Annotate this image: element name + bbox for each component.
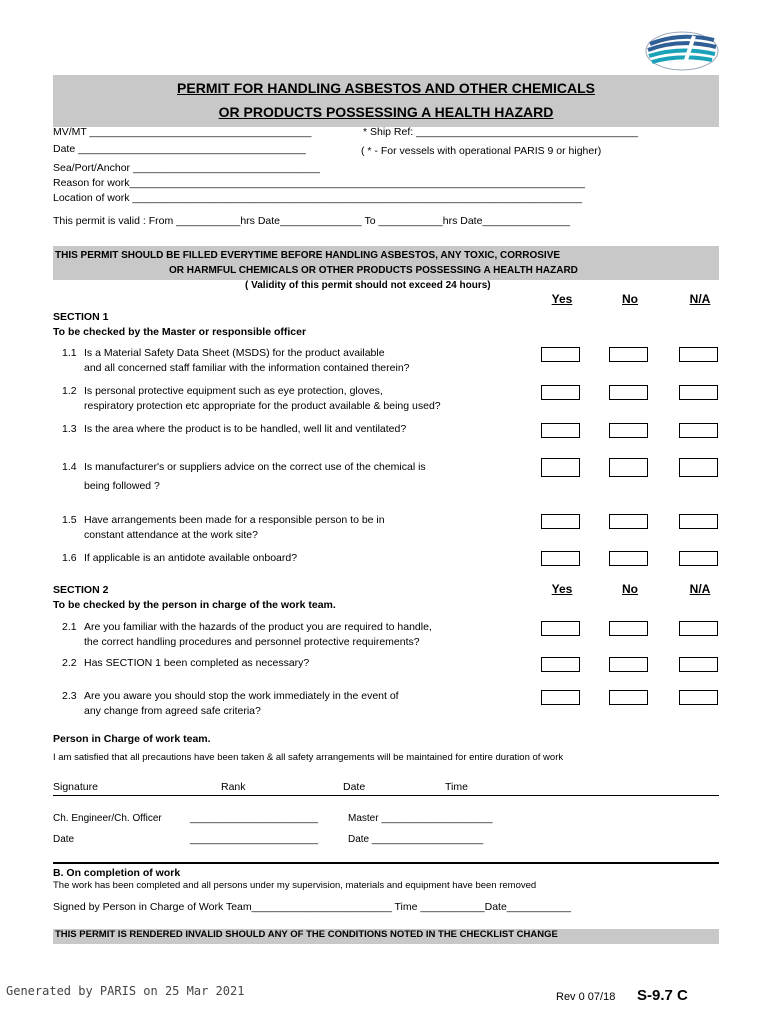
- item-question-line2: the correct handling procedures and personnel protective requirements?: [84, 636, 420, 648]
- date-label: Date: [343, 781, 366, 793]
- notice-line1: THIS PERMIT SHOULD BE FILLED EVERYTIME BEFORE HANDLING ASBESTOS, ANY TOXIC, CORROSIVE: [55, 250, 561, 261]
- checkbox-na[interactable]: [679, 657, 718, 672]
- checkbox-yes[interactable]: [541, 347, 580, 362]
- form-code: S-9.7 C: [637, 987, 688, 1004]
- item-question-line1: Is manufacturer's or suppliers advice on the correct use of the chemical is: [84, 461, 426, 473]
- completion-statement: The work has been completed and all persons under my supervision, materials and equipment have been removed: [53, 880, 537, 891]
- completion-title: B. On completion of work: [53, 867, 181, 879]
- checkbox-yes[interactable]: [541, 458, 580, 477]
- master-signature-field[interactable]: Master ____________________: [348, 813, 493, 824]
- ch-engineer-signature-field[interactable]: _______________________: [190, 813, 318, 824]
- person-in-charge-title: Person in Charge of work team.: [53, 733, 211, 745]
- officer-date-label: Date: [53, 834, 75, 845]
- item-number: 1.3: [62, 423, 77, 435]
- section1-subtitle: To be checked by the Master or responsible officer: [53, 326, 307, 338]
- item-number: 1.4: [62, 461, 77, 473]
- checkbox-na[interactable]: [679, 458, 718, 477]
- page-title-line1: PERMIT FOR HANDLING ASBESTOS AND OTHER CHEMICALS: [177, 80, 595, 96]
- checkbox-yes[interactable]: [541, 385, 580, 400]
- item-question-line2: and all concerned staff familiar with the information contained therein?: [84, 362, 410, 374]
- checkbox-na[interactable]: [679, 423, 718, 438]
- section1-title: SECTION 1: [53, 311, 109, 323]
- yes-column-header-2: Yes: [551, 582, 573, 596]
- item-question-line1: Have arrangements been made for a responsible person to be in: [84, 514, 385, 526]
- item-number: 1.6: [62, 552, 77, 564]
- checkbox-no[interactable]: [609, 514, 648, 529]
- checkbox-yes[interactable]: [541, 657, 580, 672]
- checkbox-na[interactable]: [679, 690, 718, 705]
- signature-label: Signature: [53, 781, 98, 793]
- master-date-field[interactable]: Date ____________________: [348, 834, 484, 845]
- checkbox-yes[interactable]: [541, 423, 580, 438]
- item-number: 1.1: [62, 347, 77, 359]
- item-number: 2.2: [62, 657, 77, 669]
- signature-line[interactable]: [53, 795, 719, 796]
- page-title-line2: OR PRODUCTS POSSESSING A HEALTH HAZARD: [218, 104, 554, 120]
- na-column-header-2: N/A: [689, 582, 711, 596]
- sea-port-anchor-field[interactable]: Sea/Port/Anchor ________________________________: [53, 162, 320, 174]
- paris-note: ( * - For vessels with operational PARIS 9 or higher): [361, 145, 602, 157]
- checkbox-na[interactable]: [679, 551, 718, 566]
- ship-ref-field[interactable]: * Ship Ref: ______________________________________: [363, 126, 639, 138]
- date-field[interactable]: Date _______________________________________: [53, 143, 306, 155]
- no-column-header: No: [622, 292, 638, 306]
- generated-by-text: Generated by PARIS on 25 Mar 2021: [6, 984, 245, 998]
- item-question-line1: If applicable is an antidote available onboard?: [84, 552, 298, 564]
- checkbox-na[interactable]: [679, 385, 718, 400]
- reason-for-work-field[interactable]: Reason for work______________________________________________________________________________: [53, 177, 585, 189]
- item-question-line2: respiratory protection etc appropriate for the product available & being used?: [84, 400, 441, 412]
- na-column-header: N/A: [689, 292, 711, 306]
- section2-subtitle: To be checked by the person in charge of the work team.: [53, 599, 336, 611]
- ch-engineer-label: Ch. Engineer/Ch. Officer: [53, 813, 162, 824]
- completion-divider: [53, 862, 719, 864]
- item-number: 2.3: [62, 690, 77, 702]
- officer-date-field[interactable]: _______________________: [190, 834, 318, 845]
- checkbox-yes[interactable]: [541, 621, 580, 636]
- checkbox-no[interactable]: [609, 347, 648, 362]
- time-label: Time: [445, 781, 468, 793]
- company-logo-icon: [644, 30, 720, 72]
- checkbox-no[interactable]: [609, 423, 648, 438]
- checkbox-na[interactable]: [679, 621, 718, 636]
- item-number: 2.1: [62, 621, 77, 633]
- item-question-line1: Is the area where the product is to be handled, well lit and ventilated?: [84, 423, 407, 435]
- checkbox-na[interactable]: [679, 514, 718, 529]
- permit-validity-field[interactable]: This permit is valid : From ___________hrs Date______________ To ___________hrs Date_______________: [53, 215, 571, 227]
- invalid-notice: THIS PERMIT IS RENDERED INVALID SHOULD ANY OF THE CONDITIONS NOTED IN THE CHECKLIST CHANGE: [55, 929, 558, 940]
- rank-label: Rank: [221, 781, 246, 793]
- revision-text: Rev 0 07/18: [556, 991, 616, 1003]
- item-question-line1: Has SECTION 1 been completed as necessary?: [84, 657, 310, 669]
- item-question-line1: Are you aware you should stop the work immediately in the event of: [84, 690, 399, 702]
- checkbox-no[interactable]: [609, 690, 648, 705]
- item-question-line2: constant attendance at the work site?: [84, 529, 258, 541]
- checkbox-na[interactable]: [679, 347, 718, 362]
- completion-signed-field[interactable]: Signed by Person in Charge of Work Team________________________ Time ___________Date___________: [53, 901, 572, 913]
- checkbox-no[interactable]: [609, 458, 648, 477]
- item-question-line1: Are you familiar with the hazards of the product you are required to handle,: [84, 621, 432, 633]
- item-question-line2: being followed ?: [84, 480, 160, 492]
- checkbox-yes[interactable]: [541, 514, 580, 529]
- checkbox-no[interactable]: [609, 551, 648, 566]
- checkbox-no[interactable]: [609, 621, 648, 636]
- checkbox-no[interactable]: [609, 657, 648, 672]
- checkbox-yes[interactable]: [541, 551, 580, 566]
- notice-validity: ( Validity of this permit should not exceed 24 hours): [245, 280, 491, 291]
- item-number: 1.5: [62, 514, 77, 526]
- item-question-line1: Is a Material Safety Data Sheet (MSDS) for the product available: [84, 347, 385, 359]
- section2-title: SECTION 2: [53, 584, 109, 596]
- item-number: 1.2: [62, 385, 77, 397]
- item-question-line1: Is personal protective equipment such as eye protection, gloves,: [84, 385, 383, 397]
- no-column-header-2: No: [622, 582, 638, 596]
- checkbox-yes[interactable]: [541, 690, 580, 705]
- checkbox-no[interactable]: [609, 385, 648, 400]
- person-in-charge-statement: I am satisfied that all precautions have been taken & all safety arrangements will be maintained for entire duration of work: [53, 752, 564, 763]
- item-question-line2: any change from agreed safe criteria?: [84, 705, 261, 717]
- yes-column-header: Yes: [551, 292, 573, 306]
- mv-mt-field[interactable]: MV/MT ______________________________________: [53, 126, 312, 138]
- notice-line2: OR HARMFUL CHEMICALS OR OTHER PRODUCTS POSSESSING A HEALTH HAZARD: [169, 265, 578, 276]
- location-of-work-field[interactable]: Location of work _____________________________________________________________________________: [53, 192, 583, 204]
